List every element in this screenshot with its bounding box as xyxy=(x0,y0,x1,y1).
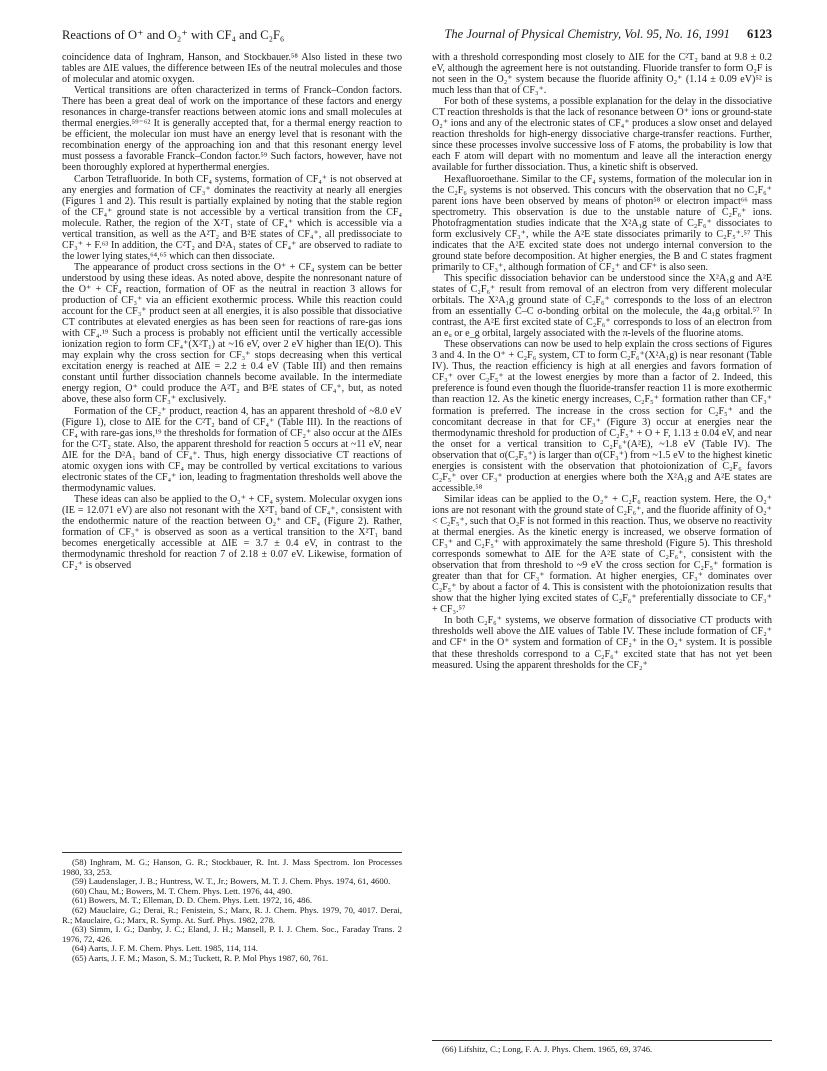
footnote-rule xyxy=(62,852,402,853)
page-number: 6123 xyxy=(747,27,772,41)
reference-list xyxy=(62,858,402,964)
paragraph: These observations can now be used to help explain the cross sections of Figures 3 and 4. In the O⁺ + C₂F₆ system, CT to form C₂F₆⁺(X²A₁g) is near resonant (Table IV). Thus, the reaction efficiency is high at all energies and favors formation of CF₃⁺ over C₂F₅⁺ at the lowest energies by more than a factor of 2. Indeed, this preference is found even though the fluoride-transfer reaction 11 is more exothermic than reaction 12. As the kinetic energy increases, C₂F₅⁺ formation rather than CF₃⁺ formation is preferred. The increase in the cross section for C₂F₅⁺ and the concomitant decrease in that for CF₃⁺ (Figure 3) occur at energies near the thermodynamic threshold for production of C₂F₅⁺ + O + F, 1.13 ± 0.04 eV, and near the onset for a vertical transition to C₂F₆⁺(A²E), ~1.8 eV (Table IV). The observation that σ(C₂F₅⁺) is larger than σ(CF₃⁺) from ~1.5 eV to the highest kinetic energies is consistent with the observation that photoionization of C₂F₆ favors C₂F₅⁺ over CF₃⁺ production at energies where both the X²A₁g and A²E states are accessible.⁵⁸ xyxy=(432,339,772,494)
reference-item: (62) Mauclaire, G.; Derai, R.; Fenistein, S.; Marx, R. J. Chem. Phys. 1979, 70, 4017. Derai, R.; Mauclaire, G.; Marx, R. Symp. At. Surf. Phys. 1982, 278. xyxy=(62,904,402,925)
paragraph: Similar ideas can be applied to the O₂⁺ + C₂F₆ reaction system. Here, the O₂⁺ ions are not resonant with the ground state of C₂F₆⁺, and the fluoride affinity of O₂⁺ < C₂F₅⁺, such that O₂F is not formed in this reaction. Thus, we observe no reactivity at thermal energies. As the kinetic energy is increased, we observe formation of CF₃⁺ and C₂F₅⁺ with approximately the same threshold (Figure 5). This threshold corresponds somewhat to ΔIE for the A²E state of C₂F₆⁺, consistent with the observation that from threshold to ~9 eV the cross section for C₂F₅⁺ formation is greater than that for CF₃⁺ formation. At higher energies, CF₃⁺ dominates over C₂F₅⁺ by about a factor of 4. This is consistent with the photoionization results that show that the higher lying excited states of C₂F₆⁺ preferentially dissociate to CF₃⁺ + CF₃.⁵⁷ xyxy=(432,493,772,616)
paragraph: Vertical transitions are often characterized in terms of Franck–Condon factors. There has been a great deal of work on the importance of these factors and energy resonances in charge-transfer reactions between atomic ions and small molecules at thermal energies.⁵⁹⁻⁶² It is generally accepted that, for a thermal energy reaction to be efficient, the molecular ion must have an energy level that is resonant with the recombination energy of the approaching ion and that this resonant energy level must possess a favorable Franck–Condon factor.⁵⁹ Such factors, however, have not been thoroughly explored at hyperthermal energies. xyxy=(62,85,402,174)
left-column xyxy=(62,52,402,571)
journal-volume: Vol. 95, xyxy=(624,27,663,41)
journal-name: The Journal of Physical Chemistry, xyxy=(444,27,622,41)
right-column xyxy=(432,52,772,671)
paragraph: coincidence data of Inghram, Hanson, and Stockbauer.⁵⁸ Also listed in these two tables are ΔIE values, the difference between IEs of the neutral molecules and those of molecular and atomic oxygen. xyxy=(62,52,402,86)
reference-item: (63) Simm, I. G.; Danby, J. C.; Eland, J. H.; Mansell, P. I. J. Chem. Soc., Faraday Trans. 2 1976, 72, 426. xyxy=(62,924,402,944)
reference-item: (60) Chau, M.; Bowers, M. T. Chem. Phys. Lett. 1976, 44, 490. xyxy=(72,885,293,896)
reference-item: (64) Aarts, J. F. M. Chem. Phys. Lett. 1985, 114, 114. xyxy=(72,943,258,954)
paragraph: Hexafluoroethane. Similar to the CF₄ systems, formation of the molecular ion in the C₂F₆ systems is not observed. This concurs with the observation that no C₂F₆⁺ parent ions have been observed by means of photon⁵⁸ or electron impact⁶⁶ mass spectrometry. This observation is due to the unstable nature of C₂F₆⁺ ions. Photofragmentation studies indicate that the X²A₁g state of C₂F₆⁺ dissociates to form exclusively CF₃⁺, while the A²E state dissociates primarily to C₂F₅⁺.⁵⁷ This indicates that the A²E excited state does not undergo internal conversion to the ground state before decomposition. At higher energies, the B and C states fragment primarily to CF₃⁺, although formation of CF₂⁺ and CF⁺ is also seen. xyxy=(432,173,772,273)
paragraph: In both C₂F₆⁺ systems, we observe formation of dissociative CT products with thresholds well above the ΔIE values of Table IV. These include formation of CF₂⁺ and CF⁺ in the O⁺ system and formation of CF₂⁺ in the O₂⁺ system. It is possible that these thresholds correspond to a C₂F₆⁺ excited state that has not yet been measured. Using the apparent thresholds for the CF₂⁺ xyxy=(432,615,772,671)
reference-item: (61) Bowers, M. T.; Elleman, D. D. Chem. Phys. Lett. 1972, 16, 486. xyxy=(72,895,313,906)
paragraph: with a threshold corresponding most closely to ΔIE for the C²T₂ band at 9.8 ± 0.2 eV, although the agreement here is not outstanding. Fluoride transfer to form O₂F is not seen in the O₂⁺ system because the fluoride affinity O₂⁺ (1.14 ± 0.09 eV)⁵² is much less than that of CF₃⁺. xyxy=(432,52,772,97)
reference-item: (58) Inghram, M. G.; Hanson, G. R.; Stockbauer, R. Int. J. Mass Spectrom. Ion Processes 1980, 33, 253. xyxy=(62,857,402,877)
paragraph: The appearance of product cross sections in the O⁺ + CF₄ system can be better understood by using these ideas. As noted above, despite the nonresonant nature of the O⁺ + CF₄ reaction, formation of OF as the neutral in reaction 3 allows for production of CF₃⁺ via an efficient exothermic process. While this reaction could account for the CF₃⁺ product seen at all energies, it is also possible that dissociative CT contributes at elevated energies as has been seen for reactions of rare-gas ions with CF₄.¹⁹ Such a process is probably not efficient until the vertically accessible ionization region to form CF₄⁺(X²T₁) at ~16 eV, over 2 eV higher than IE(O). This may explain why the cross section for CF₃⁺ stops decreasing when this vertical excitation energy is reached at ΔIE = 2.2 ± 0.4 eV (Table III) and then remains constant until further dissociation channels become available. In the intermediate energy region, O⁺ could produce the A²T₂ and B²E states of CF₄⁺, but, as noted above, these also form CF₃⁺ exclusively. xyxy=(62,261,402,406)
reference-item: (59) Laudenslager, J. B.; Huntress, W. T., Jr.; Bowers, M. T. J. Chem. Phys. 1974, 61, 4600. xyxy=(72,876,391,887)
reference-item: (66) Lifshitz, C.; Long, F. A. J. Phys. Chem. 1965, 69, 3746. xyxy=(442,1044,653,1054)
footnote-rule xyxy=(432,1040,772,1041)
journal-citation xyxy=(444,27,772,42)
reference-list xyxy=(432,1045,772,1055)
paragraph: Formation of the CF₂⁺ product, reaction 4, has an apparent threshold of ~8.0 eV (Figure 1), close to ΔIE for the C²T₂ band of CF₄⁺ (Table III). In the reactions of CF₄ with rare-gas ions,¹⁹ the thresholds for formation of CF₂⁺ also occur at the ΔIEs for the C²T₂ state. Also, the apparent threshold for reaction 5 occurs at ~11 eV, near ΔIE for the D²A₁ band of CF₄⁺. Thus, high energy dissociative CT reactions of atomic oxygen ions with CF₄ may be controlled by vertical excitations to various electronic states of the CF₄⁺ ion, leading to fragmentation thresholds well above the thermodynamic values. xyxy=(62,405,402,494)
running-title: Reactions of O⁺ and O₂⁺ with CF₄ and C₂F₆ xyxy=(62,28,285,42)
page-header xyxy=(62,27,772,45)
journal-issue: No. 16, 1991 xyxy=(665,27,730,41)
reference-item: (65) Aarts, J. F. M.; Mason, S. M.; Tuckett, R. P. Mol Phys 1987, 60, 761. xyxy=(72,952,329,963)
paragraph: This specific dissociation behavior can be understood since the X²A₁g and A²E states of C₂F₆⁺ result from removal of an electron from very different molecular orbitals. The X²A₁g ground state of C₂F₆⁺ corresponds to the loss of an electron from an essentially C–C σ-bonding orbital on the molecule, the 4a₁g orbital.⁵⁷ In contrast, the A²E first excited state of C₂F₆⁺ corresponds to loss of an electron from an eᵤ or e_g orbital, largely associated with the π-levels of the fluorine atoms. xyxy=(432,272,772,340)
paragraph: Carbon Tetrafluoride. In both CF₄ systems, formation of CF₄⁺ is not observed at any energies and formation of CF₃⁺ dominates the reactivity at nearly all energies (Figures 1 and 2). This result is partially explained by noting that the stable region of the CF₄⁺ ground state is not accessible by a vertical transition from the CF₄ molecule. Rather, the region of the X²T₁ state of CF₄⁺ which is accessible via a vertical transition, as well as the A²T₂ and B²E states of CF₄⁺, all predissociate to CF₃⁺ + F.⁶³ In addition, the C²T₂ and D²A₁ states of CF₄⁺ are observed to radiate to the lower lying states,⁶⁴,⁶⁵ which can then dissociate. xyxy=(62,173,402,262)
paragraph: These ideas can also be applied to the O₂⁺ + CF₄ system. Molecular oxygen ions (IE = 12.071 eV) are also not resonant with the X²T₁ band of CF₄⁺, consistent with the endothermic nature of the reaction between O₂⁺ and CF₄ (Figure 2). Rather, formation of CF₃⁺ is observed as soon as a vertical transition to the X²T₁ band becomes energetically accessible at ΔIE = 3.7 ± 0.4 eV, in contrast to the thermodynamic threshold for reaction 7 of 2.18 ± 0.07 eV. Likewise, formation of CF₂⁺ is observed xyxy=(62,493,402,572)
paragraph: For both of these systems, a possible explanation for the delay in the dissociative CT reaction thresholds is that the lack of resonance between O⁺ ions or ground-state O₂⁺ ions and any of the electronic states of CF₄⁺ produces a slow onset and delayed reaction thresholds for high-energy dissociative charge-transfer reactions. Further, since these processes involve successive loss of F atoms, the probability is low that each F atom will depart with no momentum and leave all the interaction energy available for further dissociation. Thus, a kinetic shift is observed. xyxy=(432,96,772,174)
